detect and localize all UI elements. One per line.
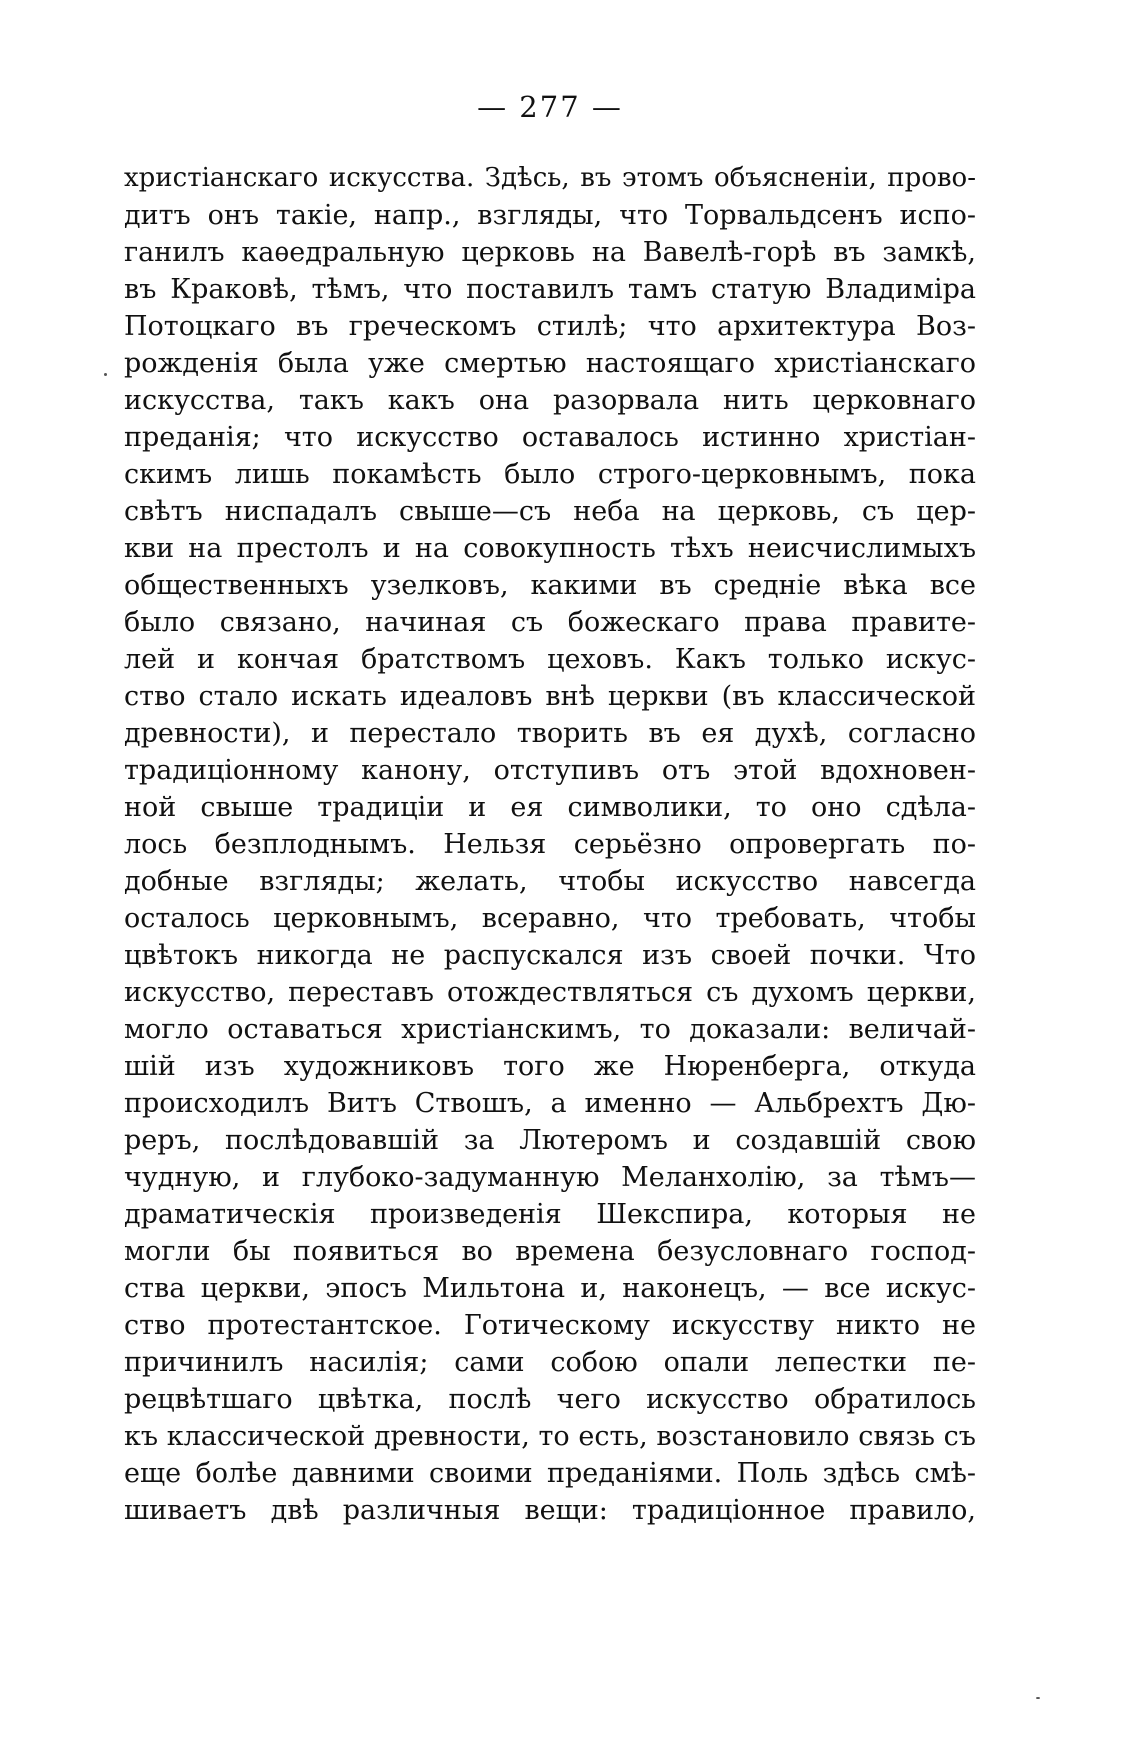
text-line: лось безплоднымъ. Нельзя серьёзно опровергать по-: [124, 829, 976, 860]
text-line: причинилъ насилія; сами собою опали лепестки пе-: [124, 1347, 976, 1378]
text-line: христіанскаго искусства. Здѣсь, въ этомъ объясненіи, прово-: [124, 163, 976, 193]
body-text: [124, 160, 976, 1529]
text-line: добные взгляды; желать, чтобы искусство навсегда: [124, 866, 976, 897]
text-line: могли бы появиться во времена безусловнаго господ-: [124, 1236, 976, 1267]
text-line: къ классической древности, то есть, возстановило связь съ: [124, 1421, 976, 1452]
text-line: еще болѣе давними своими преданіями. Поль здѣсь смѣ-: [124, 1458, 976, 1489]
text-line: лей и кончая братствомъ цеховъ. Какъ только искус-: [124, 644, 976, 675]
text-line: преданія; что искусство оставалось истинно христіан-: [124, 422, 976, 453]
text-line: рожденія была уже смертью настоящаго христіанскаго: [124, 348, 976, 379]
text-line: свѣтъ ниспадалъ свыше—съ неба на церковь, съ цер-: [124, 496, 976, 527]
text-line: чудную, и глубоко-задуманную Меланхолію, за тѣмъ—: [124, 1162, 976, 1193]
page-number: — 277 —: [477, 90, 623, 124]
text-line: искусство, переставъ отождествляться съ духомъ церкви,: [124, 977, 976, 1008]
text-line: драматическія произведенія Шекспира, которыя не: [124, 1199, 976, 1230]
print-speck: [104, 373, 107, 376]
text-line: ство стало искать идеаловъ внѣ церкви (въ классической: [124, 681, 976, 712]
text-line: было связано, начиная съ божескаго права правите-: [124, 607, 976, 638]
text-line: могло оставаться христіанскимъ, то доказали: величай-: [124, 1014, 976, 1045]
text-line: кви на престолъ и на совокупность тѣхъ неисчислимыхъ: [124, 533, 976, 564]
text-line: рецвѣтшаго цвѣтка, послѣ чего искусство обратилось: [124, 1384, 976, 1415]
text-line: осталось церковнымъ, всеравно, что требовать, чтобы: [124, 903, 976, 934]
text-line: древности), и перестало творить въ ея духѣ, согласно: [124, 718, 976, 749]
text-line: традиціонному канону, отступивъ отъ этой вдохновен-: [124, 755, 976, 786]
text-line: ганилъ каѳедральную церковь на Вавелѣ-горѣ въ замкѣ,: [124, 237, 976, 268]
text-line: шиваетъ двѣ различныя вещи: традиціонное правило,: [124, 1495, 976, 1526]
text-line: ства церкви, эпосъ Мильтона и, наконецъ, — все искус-: [124, 1273, 976, 1304]
text-line: ной свыше традиціи и ея символики, то оно сдѣла-: [124, 792, 976, 823]
text-line: въ Краковѣ, тѣмъ, что поставилъ тамъ статую Владиміра: [124, 274, 976, 305]
text-line: Потоцкаго въ греческомъ стилѣ; что архитектура Воз-: [124, 311, 976, 342]
text-line: реръ, послѣдовавшій за Лютеромъ и создавшій свою: [124, 1125, 976, 1156]
text-line: цвѣтокъ никогда не распускался изъ своей почки. Что: [124, 940, 976, 971]
text-line: искусства, такъ какъ она разорвала нить церковнаго: [124, 385, 976, 416]
print-speck: [1036, 1697, 1040, 1699]
text-line: шій изъ художниковъ того же Нюренберга, откуда: [124, 1051, 976, 1082]
text-line: общественныхъ узелковъ, какими въ средніе вѣка все: [124, 570, 976, 601]
text-line: скимъ лишь покамѣсть было строго-церковнымъ, пока: [124, 459, 976, 490]
text-line: происходилъ Витъ Ствошъ, а именно — Альбрехтъ Дю-: [124, 1088, 976, 1119]
text-line: ство протестантское. Готическому искусству никто не: [124, 1310, 976, 1341]
text-line: дитъ онъ такіе, напр., взгляды, что Торвальдсенъ испо-: [124, 200, 976, 231]
